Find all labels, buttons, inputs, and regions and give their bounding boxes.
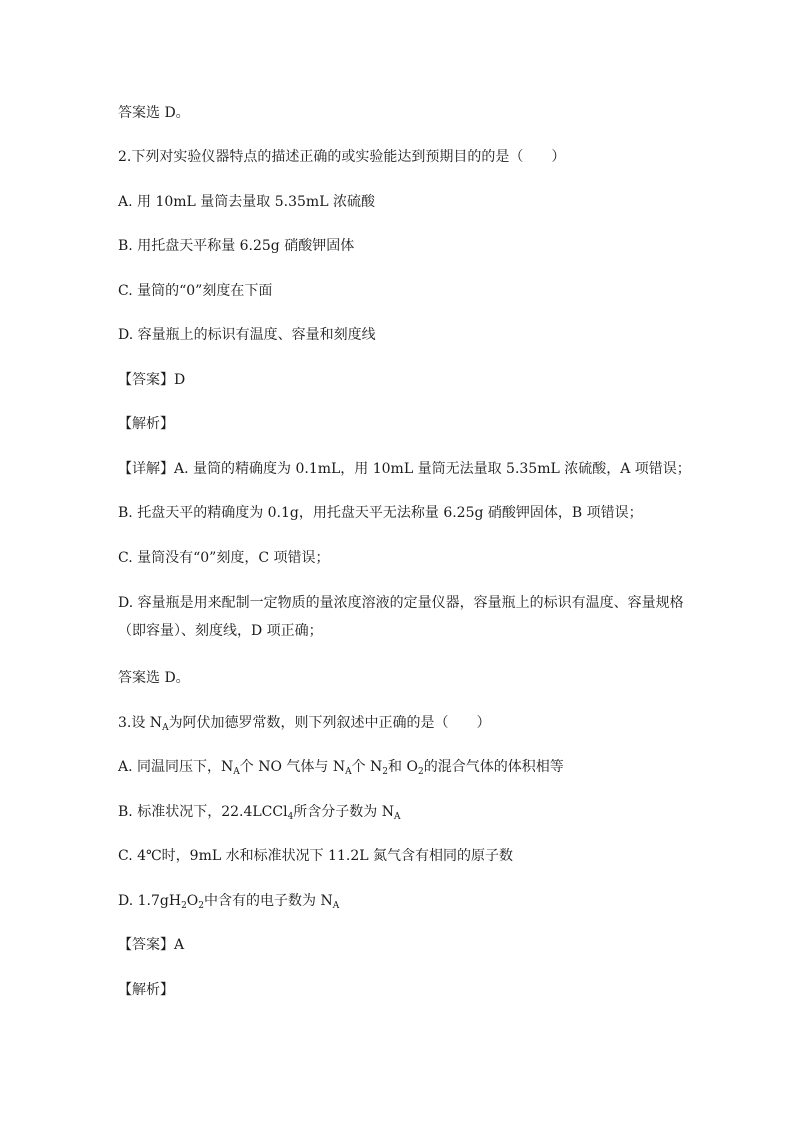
q3a-sub: A <box>233 767 240 777</box>
question-2-answer: 【答案】D <box>118 372 186 388</box>
q3b-part: B. 标准状况下，22.4LCCl <box>118 804 288 820</box>
q3b-part: 所含分子数为 N <box>293 804 394 820</box>
q3d-sub: A <box>332 901 340 911</box>
q3a-sub: A <box>345 767 352 777</box>
question-2-option-c: C. 量筒的“0”刻度在下面 <box>118 283 273 299</box>
question-2-explanation-b: B. 托盘天平的精确度为 0.1g，用托盘天平无法称量 6.25g 硝酸钾固体，B 项错误； <box>118 505 643 521</box>
question-2-option-a: A. 用 10mL 量筒去量取 5.35mL 浓硫酸 <box>118 194 375 210</box>
question-3-answer: 【答案】A <box>118 937 185 953</box>
question-2-option-d: D. 容量瓶上的标识有温度、容量和刻度线 <box>118 327 376 343</box>
q3d-part: 中含有的电子数为 N <box>204 893 333 909</box>
q3-title-part: 为阿伏加德罗常数，则下列叙述中正确的是（ ） <box>168 715 491 731</box>
q3a-part: 和 O <box>388 759 418 775</box>
question-2-explanation-d: D. 容量瓶是用来配制一定物质的量浓度溶液的定量仪器，容量瓶上的标识有温度、容量规格（即容量）、刻度线，D 项正确； <box>118 595 684 639</box>
question-3-title <box>118 714 698 732</box>
q3a-part: A. 同温同压下，N <box>118 759 234 775</box>
q3d-sub: 2 <box>181 901 187 911</box>
q3b-sub: 4 <box>287 812 294 822</box>
q3a-sub: 2 <box>417 767 424 777</box>
question-2-option-b: B. 用托盘天平称量 6.25g 硝酸钾固体 <box>118 238 355 254</box>
q3-title-part: 3.设 N <box>118 715 163 731</box>
q3a-part: 个 N <box>351 759 383 775</box>
answer-choice-line: 答案选 D。 <box>118 105 190 121</box>
question-3-option-b <box>118 803 698 821</box>
question-3-option-d <box>118 892 698 910</box>
question-2-title: 2.下列对实验仪器特点的描述正确的或实验能达到预期目的的是（ ） <box>118 149 566 165</box>
q3d-part: O <box>186 893 199 909</box>
question-2-analysis-heading: 【解析】 <box>118 416 174 432</box>
question-3-analysis-heading: 【解析】 <box>118 982 174 998</box>
q3-title-sub: A <box>162 723 169 733</box>
q3a-sub: 2 <box>382 767 389 777</box>
answer-choice-line-2: 答案选 D。 <box>118 670 190 686</box>
q3d-sub: 2 <box>198 901 205 911</box>
question-3-option-c: C. 4℃时，9mL 水和标准状况下 11.2L 氮气含有相同的原子数 <box>118 848 513 864</box>
question-3-option-a <box>118 758 698 776</box>
question-2-explanation-a: 【详解】A. 量筒的精确度为 0.1mL，用 10mL 量筒无法量取 5.35mL 浓硫酸，A 项错误； <box>118 461 691 477</box>
question-2-explanation-c: C. 量筒没有“0”刻度，C 项错误； <box>118 550 330 566</box>
q3a-part: 个 NO 气体与 N <box>239 759 346 775</box>
q3a-part: 的混合气体的体积相等 <box>423 759 564 775</box>
q3d-part: D. 1.7gH <box>118 893 182 909</box>
q3b-sub: A <box>394 812 401 822</box>
